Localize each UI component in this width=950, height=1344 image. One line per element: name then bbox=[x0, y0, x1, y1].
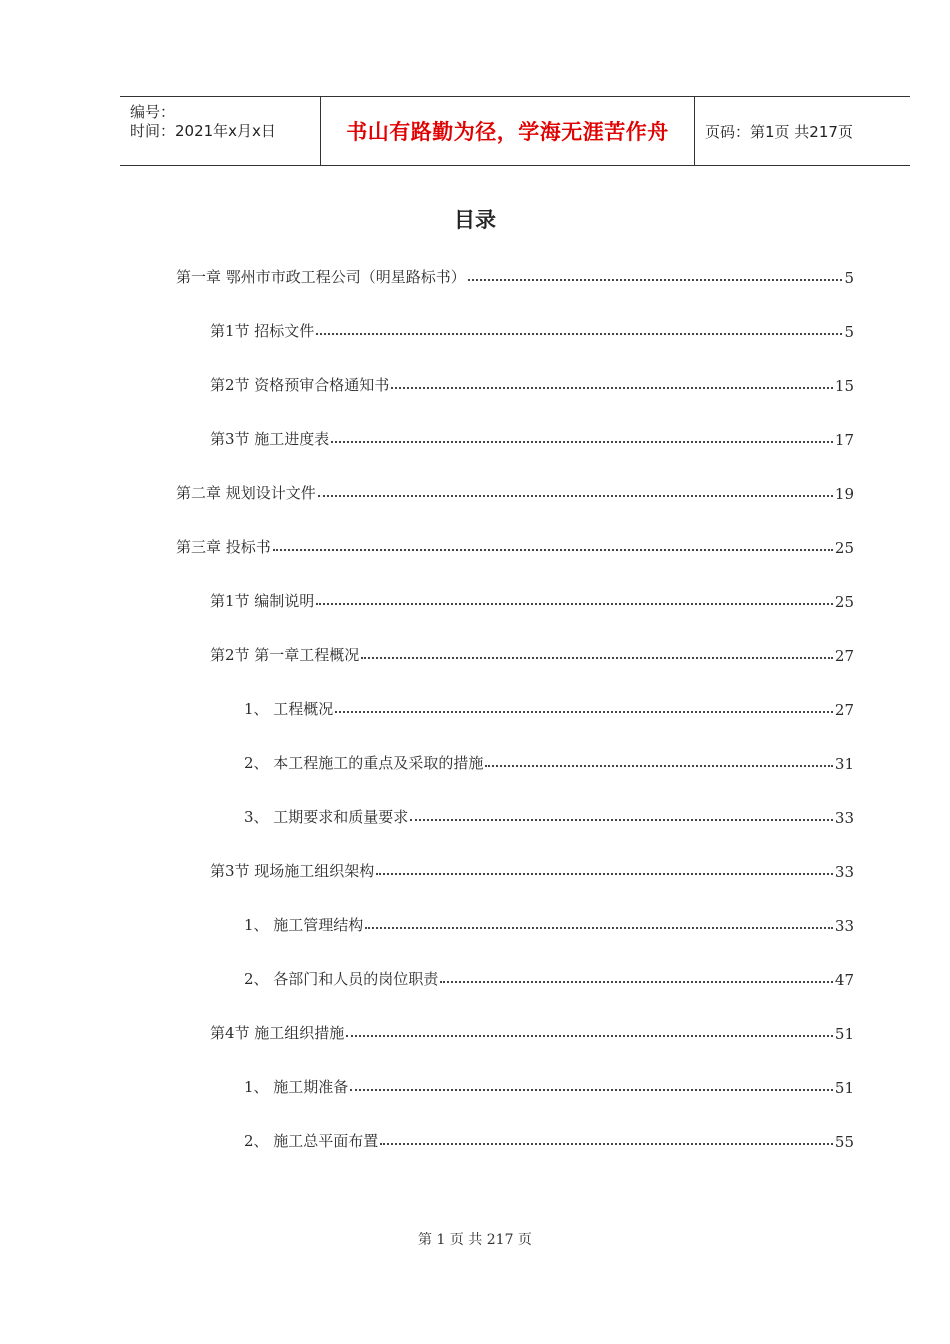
toc-entry-label: 1、 施工管理结构 bbox=[244, 916, 364, 934]
toc-entry-label: 2、 各部门和人员的岗位职责 bbox=[244, 970, 439, 988]
header-divider bbox=[694, 97, 695, 165]
toc-dot-leader bbox=[468, 279, 843, 281]
toc-dot-leader bbox=[273, 549, 833, 551]
toc-entry-page: 33 bbox=[834, 917, 854, 935]
toc-entry-label: 3、 工期要求和质量要求 bbox=[244, 808, 409, 826]
toc-entry-label: 2、 施工总平面布置 bbox=[244, 1132, 379, 1150]
toc-entry-page: 47 bbox=[834, 971, 854, 989]
toc-entry[interactable] bbox=[210, 641, 854, 665]
toc-entry-page: 33 bbox=[834, 863, 854, 881]
document-header bbox=[120, 96, 910, 166]
toc-entry-label: 第4节 施工组织措施 bbox=[210, 1024, 345, 1042]
toc-dot-leader bbox=[485, 765, 833, 767]
toc-entry-page: 51 bbox=[834, 1079, 854, 1097]
toc-entry-page: 15 bbox=[834, 377, 854, 395]
toc-entry[interactable] bbox=[210, 1019, 854, 1043]
toc-entry[interactable] bbox=[210, 317, 854, 341]
header-meta bbox=[120, 97, 320, 165]
toc-dot-leader bbox=[410, 819, 833, 821]
toc-entry-label: 第二章 规划设计文件 bbox=[176, 484, 316, 502]
toc-entry[interactable] bbox=[244, 803, 854, 827]
toc-dot-leader bbox=[346, 1035, 833, 1037]
header-motto: 书山有路勤为径，学海无涯苦作舟 bbox=[346, 120, 669, 144]
toc-entry-page: 51 bbox=[834, 1025, 854, 1043]
toc-entry-label: 第3节 现场施工组织架构 bbox=[210, 862, 375, 880]
toc-entry[interactable] bbox=[244, 1127, 854, 1151]
toc-entry-page: 25 bbox=[834, 539, 854, 557]
toc-entry-label: 1、 工程概况 bbox=[244, 700, 334, 718]
header-page-info: 页码：第1页 共217页 bbox=[705, 122, 853, 141]
toc-dot-leader bbox=[331, 441, 833, 443]
toc-dot-leader bbox=[316, 333, 842, 335]
toc-entry-label: 第1节 编制说明 bbox=[210, 592, 315, 610]
toc-entry[interactable] bbox=[210, 857, 854, 881]
toc-dot-leader bbox=[380, 1143, 833, 1145]
toc-entry-page: 33 bbox=[834, 809, 854, 827]
toc-dot-leader bbox=[376, 873, 833, 875]
toc-entry-page: 27 bbox=[834, 647, 854, 665]
toc-entry-page: 5 bbox=[844, 269, 854, 287]
toc-entry-page: 17 bbox=[834, 431, 854, 449]
toc-entry-page: 5 bbox=[844, 323, 854, 341]
toc-dot-leader bbox=[318, 495, 833, 497]
toc-title: 目录 bbox=[454, 208, 496, 232]
toc-dot-leader bbox=[316, 603, 833, 605]
toc-entry[interactable] bbox=[210, 587, 854, 611]
toc-entry[interactable] bbox=[244, 749, 854, 773]
toc-entry[interactable] bbox=[244, 965, 854, 989]
toc-entry[interactable] bbox=[244, 911, 854, 935]
toc-entry-label: 第2节 第一章工程概况 bbox=[210, 646, 360, 664]
toc-entry[interactable] bbox=[244, 695, 854, 719]
toc-entry-page: 25 bbox=[834, 593, 854, 611]
toc-entry-label: 1、 施工期准备 bbox=[244, 1078, 349, 1096]
toc-entry[interactable] bbox=[176, 533, 854, 557]
toc-entry-label: 第2节 资格预审合格通知书 bbox=[210, 376, 390, 394]
toc-dot-leader bbox=[350, 1089, 833, 1091]
serial-label: 编号： bbox=[130, 103, 176, 121]
toc-entry-label: 第1节 招标文件 bbox=[210, 322, 315, 340]
toc-entry[interactable] bbox=[210, 371, 854, 395]
toc-entry[interactable] bbox=[244, 1073, 854, 1097]
toc-entry-label: 2、 本工程施工的重点及采取的措施 bbox=[244, 754, 484, 772]
toc-dot-leader bbox=[440, 981, 833, 983]
toc-entry-label: 第三章 投标书 bbox=[176, 538, 271, 556]
page-footer: 第 1 页 共 217 页 bbox=[418, 1232, 532, 1248]
toc-dot-leader bbox=[361, 657, 833, 659]
toc-entry-page: 55 bbox=[834, 1133, 854, 1151]
toc-entry-label: 第一章 鄂州市市政工程公司（明星路标书） bbox=[176, 268, 466, 286]
toc-entry-label: 第3节 施工进度表 bbox=[210, 430, 330, 448]
toc-entry[interactable] bbox=[176, 263, 854, 287]
toc-dot-leader bbox=[335, 711, 833, 713]
toc-entry-page: 27 bbox=[834, 701, 854, 719]
toc-entry[interactable] bbox=[210, 425, 854, 449]
toc-entry[interactable] bbox=[176, 479, 854, 503]
toc-dot-leader bbox=[391, 387, 833, 389]
toc-entry-page: 31 bbox=[834, 755, 854, 773]
toc-dot-leader bbox=[365, 927, 833, 929]
toc-entry-page: 19 bbox=[834, 485, 854, 503]
time-label: 时间：2021年x月x日 bbox=[130, 122, 276, 140]
